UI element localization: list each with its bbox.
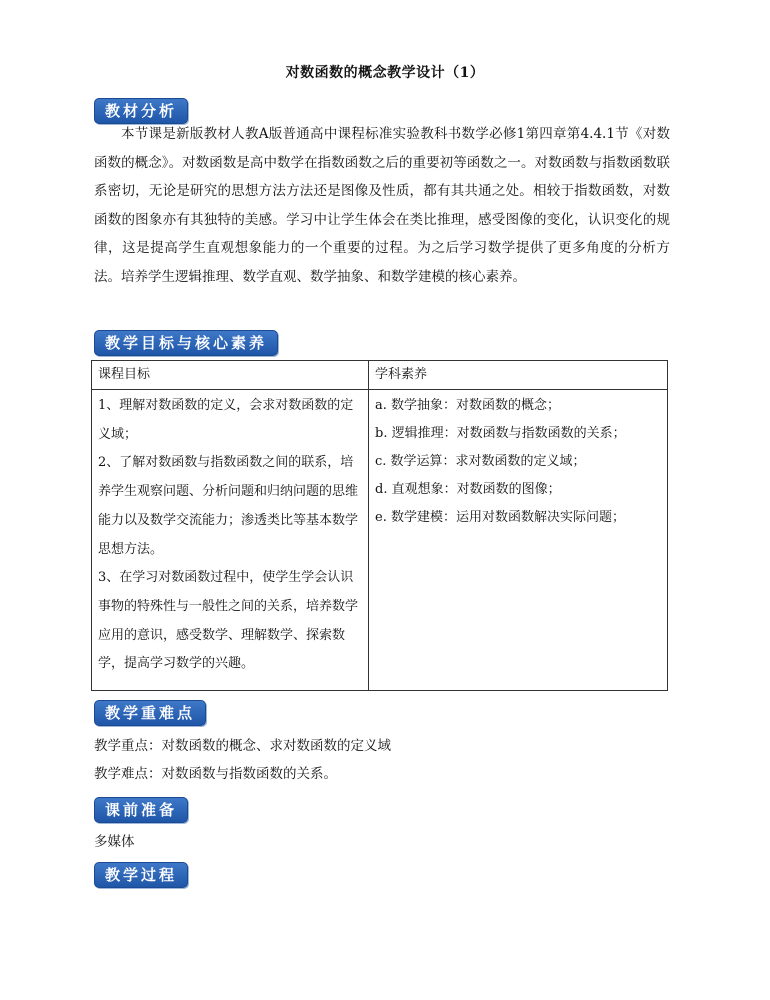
section-heading-process: 教学过程 xyxy=(94,862,188,888)
section-heading-preparation: 课前准备 xyxy=(94,797,188,823)
literacy-item: b. 逻辑推理：对数函数与指数函数的关系； xyxy=(375,426,626,441)
document-title: 对数函数的概念教学设计（1） xyxy=(285,65,485,81)
subject-literacy-header: 学科素养 xyxy=(369,361,668,390)
analysis-text: 本节课是新版教材人教A版普通高中课程标准实验教科书数学必修1第四章第4.4.1节《对数函数的概念》。对数函数是高中数学在指数函数之后的重要初等函数之一。对数函数与指数函数联系密切，无论是研究的思想方法方法还是图像及性质，都有其共通之处。相较于指数函数，对数函数的图象亦有其独特的美感。学习中让学生体会在类比推理，感受图像的变化，认识变化的规律，这是提高学生直观想象能力的一个重要的过程。为之后学习数学提供了更多角度的分析方法。培养学生逻辑推理、数学直观、数学抽象、和数学建模的核心素养。 xyxy=(94,126,670,285)
course-goal-item: 1、理解对数函数的定义，会求对数函数的定义域； xyxy=(98,398,354,442)
literacy-item: e. 数学建模：运用对数函数解决实际问题； xyxy=(375,510,625,525)
subject-literacy-cell xyxy=(369,390,668,691)
course-goal-item: 3、在学习对数函数过程中，使学生学会认识事物的特殊性与一般性之间的关系，培养数学应用的意识，感受数学、理解数学、探索数学，提高学习数学的兴趣。 xyxy=(98,570,359,672)
section-heading-analysis: 教材分析 xyxy=(94,98,188,124)
goals-table xyxy=(91,360,668,691)
literacy-item: d. 直观想象：对数函数的图像； xyxy=(375,482,561,497)
analysis-paragraph xyxy=(94,120,670,291)
section-heading-key-points: 教学重难点 xyxy=(94,700,206,726)
teaching-difficulty: 教学难点：对数函数与指数函数的关系。 xyxy=(94,766,337,782)
course-goals-cell xyxy=(92,390,369,691)
goals-table-body-row xyxy=(92,390,668,691)
preparation-content: 多媒体 xyxy=(94,834,135,850)
course-goal-item: 2、了解对数函数与指数函数之间的联系，培养学生观察问题、分析问题和归纳问题的思维能力以及数学交流能力；渗透类比等基本数学思想方法。 xyxy=(98,455,359,557)
teaching-focus: 教学重点：对数函数的概念、求对数函数的定义域 xyxy=(94,738,391,754)
literacy-item: c. 数学运算：求对数函数的定义域； xyxy=(375,454,586,469)
section-heading-goals: 教学目标与核心素养 xyxy=(94,330,278,356)
course-goals-header: 课程目标 xyxy=(92,361,369,390)
goals-table-header-row xyxy=(92,361,668,390)
literacy-item: a. 数学抽象：对数函数的概念； xyxy=(375,398,561,413)
